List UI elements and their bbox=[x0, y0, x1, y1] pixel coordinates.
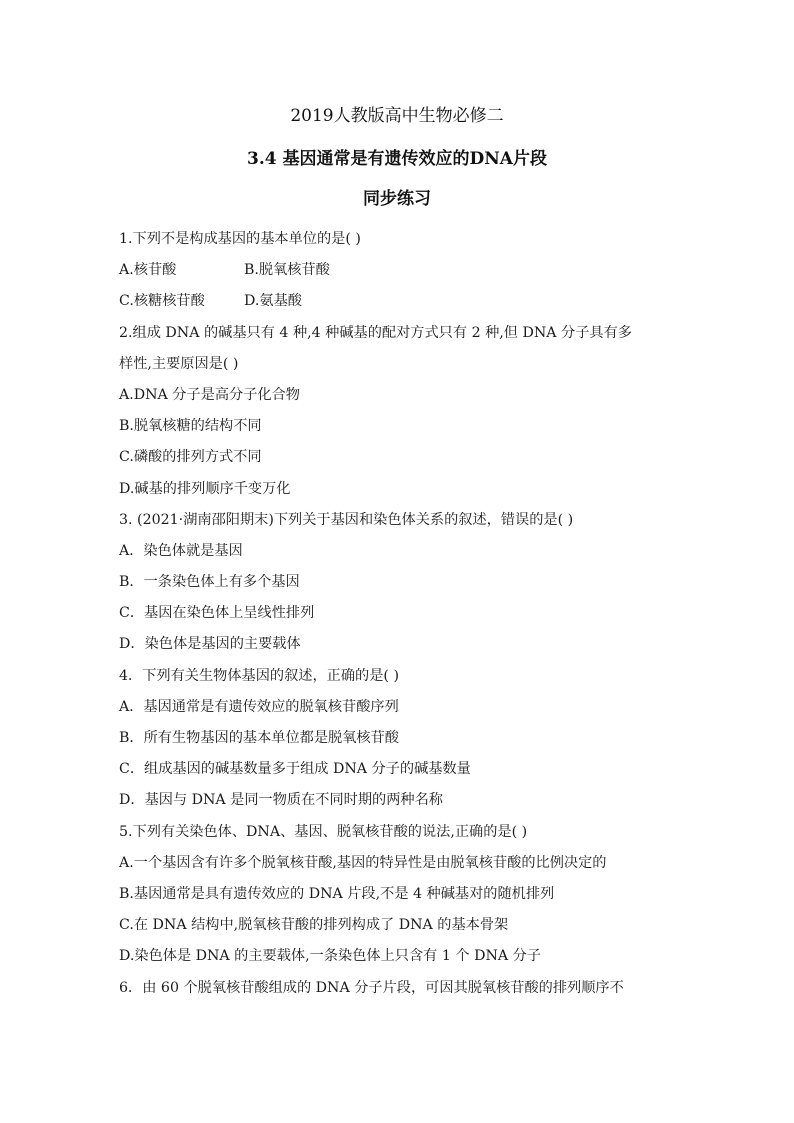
question-2-option-a: A.DNA 分子是高分子化合物 bbox=[119, 386, 300, 403]
question-3-option-a: A．染色体就是基因 bbox=[119, 542, 243, 559]
question-2-option-c: C.磷酸的排列方式不同 bbox=[119, 449, 262, 466]
question-5-option-a: A.一个基因含有许多个脱氧核苷酸,基因的特异性是由脱氧核苷酸的比例决定的 bbox=[119, 854, 607, 871]
question-2-stem-line-1: 2.组成 DNA 的碱基只有 4 种,4 种碱基的配对方式只有 2 种,但 DNA 分子具有多 bbox=[119, 324, 632, 341]
question-5-option-d: D.染色体是 DNA 的主要载体,一条染色体上只含有 1 个 DNA 分子 bbox=[119, 948, 541, 965]
question-4-option-c: C．组成基因的碱基数量多于组成 DNA 分子的碱基数量 bbox=[119, 761, 471, 778]
question-2-option-b: B.脱氧核糖的结构不同 bbox=[119, 418, 262, 435]
question-2-option-d: D.碱基的排列顺序千变万化 bbox=[119, 480, 291, 497]
question-1-option-a: A.核苷酸 bbox=[119, 262, 177, 279]
question-3-option-d: D．染色体是基因的主要载体 bbox=[119, 636, 301, 653]
question-2-stem-line-2: 样性,主要原因是( ) bbox=[119, 355, 239, 372]
question-list bbox=[119, 224, 679, 1004]
question-5-option-c: C.在 DNA 结构中,脱氧核苷酸的排列构成了 DNA 的基本骨架 bbox=[119, 917, 509, 934]
question-1-option-d: D.氨基酸 bbox=[244, 293, 302, 310]
question-1-stem: 1.下列不是构成基因的基本单位的是( ) bbox=[119, 231, 361, 247]
question-4-option-a: A．基因通常是有遗传效应的脱氧核苷酸序列 bbox=[119, 698, 399, 715]
question-5-option-b: B.基因通常是具有遗传效应的 DNA 片段,不是 4 种碱基对的随机排列 bbox=[119, 885, 555, 902]
question-3-stem: 3. (2021·湖南邵阳期末)下列关于基因和染色体关系的叙述，错误的是( ) bbox=[119, 511, 574, 528]
question-1-options-row-1 bbox=[119, 255, 679, 286]
question-1-options-row-2 bbox=[119, 286, 679, 317]
question-5-stem: 5.下列有关染色体、DNA、基因、脱氧核苷酸的说法,正确的是( ) bbox=[119, 823, 528, 840]
question-4-stem: 4．下列有关生物体基因的叙述，正确的是( ) bbox=[119, 667, 399, 684]
lesson-title: 3.4 基因通常是有遗传效应的DNA片段 bbox=[247, 149, 547, 169]
document-title: 2019人教版高中生物必修二 bbox=[290, 106, 504, 126]
question-3-option-c: C．基因在染色体上呈线性排列 bbox=[119, 605, 315, 622]
section-title: 同步练习 bbox=[363, 189, 431, 209]
question-1-option-c: C.核糖核苷酸 bbox=[119, 293, 205, 310]
question-1-option-b: B.脱氧核苷酸 bbox=[244, 262, 330, 279]
question-3-option-b: B．一条染色体上有多个基因 bbox=[119, 574, 300, 591]
question-4-option-d: D．基因与 DNA 是同一物质在不同时期的两种名称 bbox=[119, 792, 443, 809]
question-4-option-b: B．所有生物基因的基本单位都是脱氧核苷酸 bbox=[119, 730, 399, 746]
question-6-stem: 6．由 60 个脱氧核苷酸组成的 DNA 分子片段，可因其脱氧核苷酸的排列顺序不 bbox=[119, 979, 624, 996]
